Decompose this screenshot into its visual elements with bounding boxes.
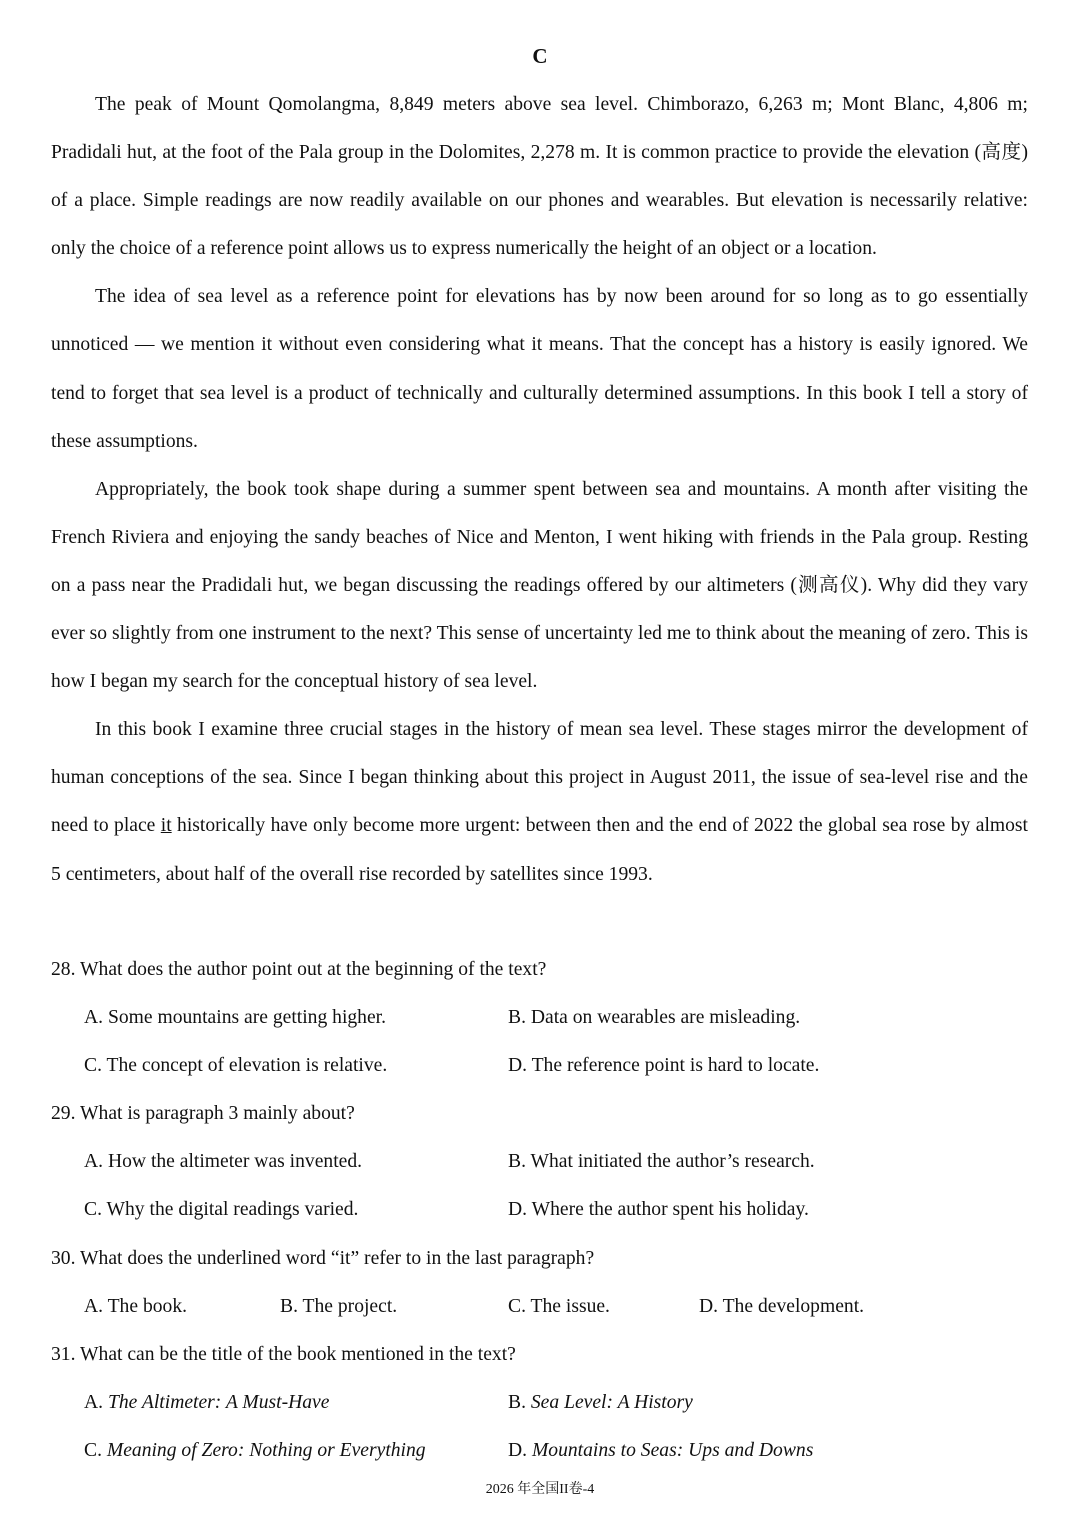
option-c: C. The issue. — [508, 1295, 610, 1317]
question-stem: 31. What can be the title of the book mentioned in the text? — [51, 1343, 516, 1365]
option-row — [51, 1283, 1041, 1331]
question-29 — [51, 1090, 1041, 1234]
question-28 — [51, 946, 1041, 1090]
option-letter: C. — [84, 1439, 107, 1461]
option-d: D. The development. — [699, 1295, 865, 1317]
option-c: C. The concept of elevation is relative. — [84, 1055, 388, 1077]
option-d: D. The reference point is hard to locate. — [508, 1055, 820, 1077]
paragraph-4-before: In this book I examine three crucial stages in the history of mean sea level. These stages mirror the development of human conceptions of the sea. Since I began thinking about this project in August 2011, the issue of sea-level rise and the need to place — [51, 719, 1028, 837]
option-b: B. The project. — [280, 1295, 398, 1317]
paragraph-4 — [51, 706, 1028, 898]
option-a: A. How the altimeter was invented. — [84, 1151, 363, 1173]
option-letter: D. — [508, 1439, 532, 1461]
option-row — [51, 1138, 1041, 1186]
option-a: A. The book. — [84, 1295, 188, 1317]
option-letter: A. — [84, 1391, 108, 1413]
option-c — [84, 1427, 426, 1475]
reading-passage — [51, 81, 1028, 899]
paragraph-4-after: historically have only become more urgent: between then and the end of 2022 the global sea rose by almost 5 centimeters, about half of the overall rise recorded by satellites since 1993. — [51, 815, 1028, 885]
question-stem: 30. What does the underlined word “it” refer to in the last paragraph? — [51, 1247, 595, 1269]
question-31 — [51, 1331, 1041, 1475]
section-heading: C — [532, 44, 548, 68]
question-stem: 29. What is paragraph 3 mainly about? — [51, 1103, 355, 1125]
option-b — [508, 1379, 693, 1427]
option-letter: B. — [508, 1391, 531, 1413]
option-a — [84, 1379, 329, 1427]
option-title: Sea Level: A History — [530, 1391, 693, 1413]
option-row — [51, 994, 1041, 1042]
option-b: B. What initiated the author’s research. — [508, 1151, 815, 1173]
option-b: B. Data on wearables are misleading. — [508, 1007, 801, 1029]
underlined-word: it — [160, 815, 172, 837]
question-30 — [51, 1235, 1041, 1331]
option-row — [51, 1379, 1041, 1427]
option-row — [51, 1186, 1041, 1234]
question-list — [51, 946, 1041, 1475]
option-row — [51, 1042, 1041, 1090]
option-c: C. Why the digital readings varied. — [84, 1199, 359, 1221]
option-title: Meaning of Zero: Nothing or Everything — [106, 1439, 426, 1461]
paragraph-2: The idea of sea level as a reference point for elevations has by now been around for so long as to go essentially unnoticed — we mention it without even considering what it means. That the concept has a history is easily ignored. We tend to forget that sea level is a product of technically and culturally determined assumptions. In this book I tell a story of these assumptions. — [51, 286, 1028, 452]
option-title: The Altimeter: A Must-Have — [107, 1391, 330, 1413]
option-row — [51, 1427, 1041, 1475]
paragraph-3: Appropriately, the book took shape during a summer spent between sea and mountains. A month after visiting the French Riviera and enjoying the sandy beaches of Nice and Menton, I went hiking with friends in the Pala group. Resting on a pass near the Pradidali hut, we began discussing the readings offered by our altimeters (测高仪). Why did they vary ever so slightly from one instrument to the next? This sense of uncertainty led me to think about the meaning of zero. This is how I began my search for the conceptual history of sea level. — [51, 478, 1028, 693]
question-stem: 28. What does the author point out at the beginning of the text? — [51, 959, 547, 980]
page-footer: 2026 年全国II卷-4 — [485, 1482, 595, 1497]
paragraph-1: The peak of Mount Qomolangma, 8,849 meters above sea level. Chimborazo, 6,263 m; Mont Blanc, 4,806 m; Pradidali hut, at the foot of the Pala group in the Dolomites, 2,278 m. It is common practice to provide the elevation (高度) of a place. Simple readings are now readily available on our phones and wearables. But elevation is necessarily relative: only the choice of a reference point allows us to express numerically the height of an object or a location. — [51, 94, 1028, 260]
option-d — [508, 1427, 813, 1475]
option-title: Mountains to Seas: Ups and Downs — [531, 1439, 814, 1461]
option-a: A. Some mountains are getting higher. — [84, 1007, 387, 1029]
option-d: D. Where the author spent his holiday. — [508, 1199, 809, 1221]
